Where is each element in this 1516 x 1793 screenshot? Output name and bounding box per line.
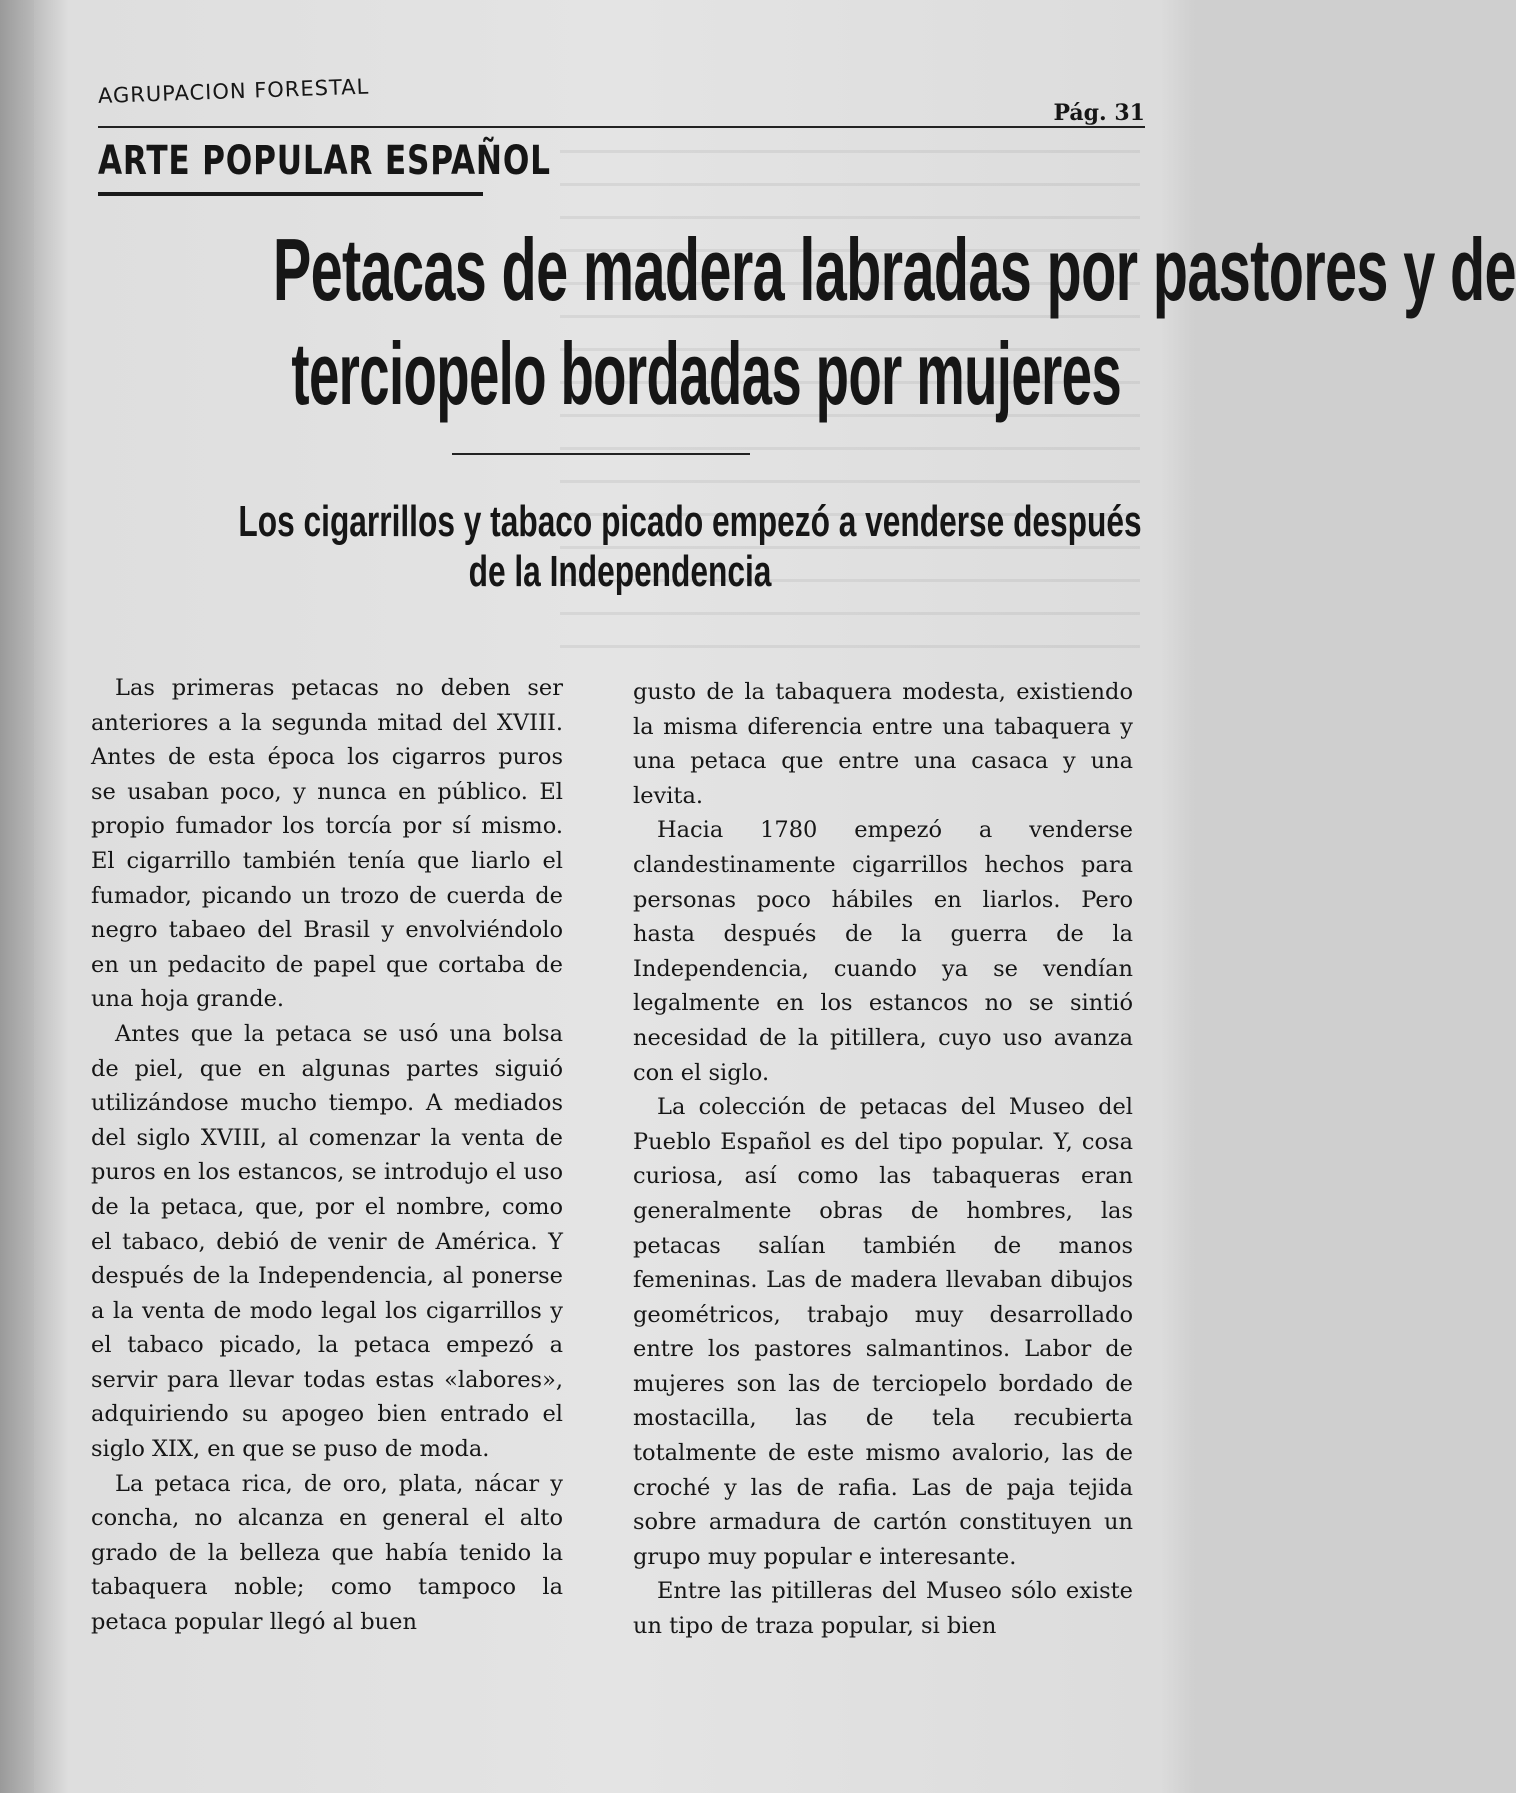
- article-column-right: [633, 675, 1133, 1644]
- headline-line-1: Petacas de madera labradas por pastores y de: [272, 220, 1516, 319]
- running-head: AGRUPACION FORESTAL: [97, 74, 370, 108]
- section-title-underline: [98, 192, 483, 196]
- paragraph: La colección de petacas del Museo del Pueblo Español es del tipo popular. Y, cosa curiosa, así como las tabaqueras eran generalmente obras de hombres, las petacas salían también de manos femeninas. Las de madera llevaban dibujos geométricos, trabajo muy desarrollado entre los pastores salmantinos. Labor de mujeres son las de terciopelo bordado de mostacilla, las de tela recubierta totalmente de este mismo avalorio, las de croché y las de rafia. Las de paja tejida sobre armadura de cartón constituyen un grupo muy popular e interesante.: [633, 1094, 1133, 1570]
- page-header: [97, 74, 1145, 134]
- headline-divider: [452, 453, 750, 455]
- page-number: Pág. 31: [1053, 100, 1145, 126]
- paragraph: Entre las pitilleras del Museo sólo existe un tipo de traza popular, si bien: [633, 1578, 1133, 1640]
- headline: [90, 218, 1516, 426]
- subheadline-line-2: de la Independencia: [468, 547, 772, 596]
- header-rule: [98, 126, 1145, 128]
- paragraph: La petaca rica, de oro, plata, nácar y concha, no alcanza en general el alto grado de la belleza que había tenido la tabaquera noble; como tampoco la petaca popular llegó al buen: [91, 1470, 563, 1636]
- headline-line-2: terciopelo bordadas por mujeres: [291, 324, 1122, 423]
- subheadline: [90, 497, 1150, 597]
- section-title: ARTE POPULAR ESPAÑOL: [98, 138, 551, 184]
- binding-gutter: [0, 0, 34, 1793]
- paragraph: Las primeras petacas no deben ser anteriores a la segunda mitad del XVIII. Antes de esta época los cigarros puros se usaban poco, y nunca en público. El propio fumador los torcía por sí mismo. El cigarrillo también tenía que liarlo el fumador, picando un trozo de cuerda de negro tabaeo del Brasil y envolviéndolo en un pedacito de papel que cortaba de una hoja grande.: [91, 675, 563, 1013]
- subheadline-line-1: Los cigarrillos y tabaco picado empezó a venderse después: [238, 497, 1142, 546]
- paragraph: Antes que la petaca se usó una bolsa de piel, que en algunas partes siguió utilizándose mucho tiempo. A mediados del siglo XVIII, al comenzar la venta de puros en los estancos, se introdujo el uso de la petaca, que, por el nombre, como el tabaco, debió de venir de América. Y después de la Independencia, al ponerse a la venta de modo legal los cigarrillos y el tabaco picado, la petaca empezó a servir para llevar todas estas «labores», adquiriendo su apogeo bien entrado el siglo XIX, en que se puso de moda.: [91, 1020, 563, 1463]
- paragraph: Hacia 1780 empezó a venderse clandestinamente cigarrillos hechos para personas poco hábiles en liarlos. Pero hasta después de la guerra de la Independencia, cuando ya se vendían legalmente en los estancos no se sintió necesidad de la pitillera, cuyo uso avanza con el siglo.: [633, 817, 1133, 1086]
- article-column-left: [91, 671, 563, 1640]
- paragraph-continued: gusto de la tabaquera modesta, existiendo la misma diferencia entre una tabaquera y una petaca que entre una casaca y una levita.: [633, 679, 1133, 809]
